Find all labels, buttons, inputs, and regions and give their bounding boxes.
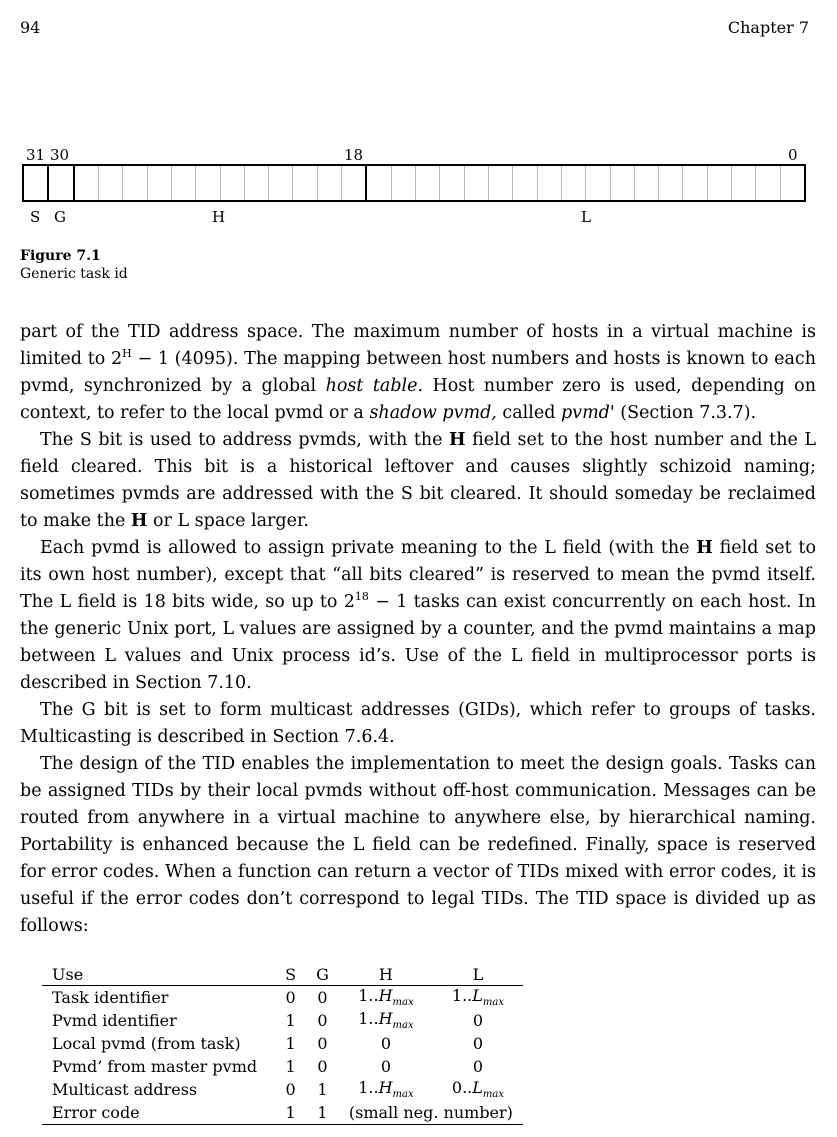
- tid-space-table: [42, 963, 523, 1125]
- chapter-header: Chapter 7: [727, 18, 809, 37]
- register-bit-cell: [75, 166, 99, 200]
- bit-number-30: 30: [50, 146, 70, 164]
- register-bit-cell: [562, 166, 586, 200]
- paragraph-2: The S bit is used to address pvmds, with the H field set to the host number and the L field cleared. This bit is a historical leftover and causes slightly schizoid naming; sometimes pvmds are addressed with the S bit cleared. It should someday be reclaimed to make the H or L space larger.: [20, 430, 816, 531]
- bit-number-18: 18: [344, 146, 364, 164]
- table-cell: (small neg. number): [348, 1103, 513, 1122]
- register-bit-cell: [538, 166, 562, 200]
- register-bit-cell: [465, 166, 489, 200]
- register-bit-cell: [172, 166, 196, 200]
- table-cell: Pvmd’ from master pvmd: [52, 1057, 258, 1076]
- register-bit-cell: [756, 166, 780, 200]
- register-bit-cell: [342, 166, 367, 200]
- table-cell: 1: [317, 1080, 328, 1099]
- register-bit-cell: [318, 166, 342, 200]
- table-cell: $0..L_{max}$: [451, 1078, 504, 1101]
- table-row: [42, 1101, 523, 1125]
- table-cell: 0: [472, 1011, 484, 1030]
- table-header-row: [42, 963, 523, 986]
- table-cell: 0: [317, 1057, 328, 1076]
- register-bit-cell: [708, 166, 732, 200]
- field-label-s: S: [30, 208, 41, 226]
- register-bit-cell: [416, 166, 440, 200]
- register-bit-cell: [489, 166, 513, 200]
- register-bit-cell: [781, 166, 804, 200]
- table-cell: $1..H_{max}$: [358, 1009, 414, 1032]
- register-bit-cell: [123, 166, 147, 200]
- paragraph-3: Each pvmd is allowed to assign private meaning to the L field (with the H field set to its own host number), except that “all bits cleared” is reserved to mean the pvmd itself. The L field is 18 bits wide, so up to $2^{18} - 1$ tasks can exist concurrently on each host. In the generic Unix port, L values are assigned by a counter, and the pvmd maintains a map between L values and Unix process id’s. Use of the L field in multiprocessor ports is described in Section 7.10.: [20, 538, 816, 693]
- register-bit-cell: [269, 166, 293, 200]
- table-cell: Local pvmd (from task): [52, 1034, 241, 1053]
- table-cell: Multicast address: [52, 1080, 198, 1099]
- table-cell: 1: [285, 1034, 296, 1053]
- register-bit-cell: [513, 166, 537, 200]
- table-cell: Error code: [52, 1103, 140, 1122]
- field-label-g: G: [54, 208, 66, 226]
- table-cell: 0: [472, 1034, 484, 1053]
- register-bit-cell: [392, 166, 416, 200]
- table-row: [42, 1078, 523, 1101]
- column-header-use: Use: [52, 964, 84, 984]
- register-bit-cell: [440, 166, 464, 200]
- table-row: [42, 986, 523, 1010]
- table-cell: 0: [285, 988, 296, 1007]
- paragraph-5: The design of the TID enables the implementation to meet the design goals. Tasks can be assigned TIDs by their local pvmds without off-host communication. Messages can be routed from anywhere in a virtual machine to anywhere else, by hierarchical naming. Portability is enhanced because the L field can be redefined. Finally, space is reserved for error codes. When a function can return a vector of TIDs mixed with error codes, it is useful if the error codes don’t correspond to legal TIDs. The TID space is divided up as follows:: [20, 754, 816, 936]
- register-bit-cell: [196, 166, 220, 200]
- register-bit-cell: [148, 166, 172, 200]
- table-row: [42, 1055, 523, 1078]
- figure-caption: Generic task id: [20, 266, 128, 282]
- table-cell: 1: [317, 1103, 328, 1122]
- register-bit-cell: [367, 166, 391, 200]
- table-cell: $1..L_{max}$: [451, 986, 504, 1009]
- register-bit-cell: [611, 166, 635, 200]
- column-header-s: S: [285, 964, 297, 984]
- register-bit-cell: [49, 166, 74, 200]
- table-cell: 1: [285, 1057, 296, 1076]
- paragraph-1: part of the TID address space. The maximum number of hosts in a virtual machine is limited to $2^H - 1$ (4095). The mapping between host numbers and hosts is known to each pvmd, synchronized by a global host table. Host number zero is used, depending on context, to refer to the local pvmd or a shadow pvmd, called pvmd' (Section 7.3.7).: [20, 322, 816, 423]
- bit-number-31: 31: [26, 146, 46, 164]
- register-bit-cell: [293, 166, 317, 200]
- table-cell: Task identifier: [52, 988, 169, 1007]
- table-cell: 1: [285, 1011, 296, 1030]
- register-bit-cell: [732, 166, 756, 200]
- table-cell: $1..H_{max}$: [358, 986, 414, 1009]
- register-bit-cell: [683, 166, 707, 200]
- register-bit-cell: [99, 166, 123, 200]
- table-cell: Pvmd identifier: [52, 1011, 177, 1030]
- bit-register: [22, 164, 806, 202]
- table-row: [42, 1009, 523, 1032]
- paragraph-4: The G bit is set to form multicast addresses (GIDs), which refer to groups of tasks. Multicasting is described in Section 7.6.4.: [20, 700, 816, 747]
- column-header-g: G: [316, 964, 329, 984]
- register-bit-cell: [659, 166, 683, 200]
- register-bit-cell: [245, 166, 269, 200]
- table-row: [42, 1032, 523, 1055]
- register-bit-cell: [24, 166, 49, 200]
- column-header-l: L: [472, 964, 484, 984]
- table-cell: $1..H_{max}$: [358, 1078, 414, 1101]
- table-cell: 0: [285, 1080, 296, 1099]
- table-cell: 0: [380, 1034, 391, 1053]
- column-header-h: H: [378, 964, 393, 984]
- table-cell: 0: [317, 988, 328, 1007]
- body-text: [20, 319, 816, 940]
- field-label-h: H: [212, 208, 226, 226]
- table-cell: 1: [285, 1103, 296, 1122]
- table-cell: 0: [472, 1057, 484, 1076]
- page-number: 94: [20, 18, 41, 37]
- register-bit-cell: [586, 166, 610, 200]
- register-bit-cell: [221, 166, 245, 200]
- register-bit-cell: [635, 166, 659, 200]
- table-cell: 0: [317, 1011, 328, 1030]
- table-cell: 0: [380, 1057, 391, 1076]
- figure-title: Figure 7.1: [20, 248, 101, 264]
- table-cell: 0: [317, 1034, 328, 1053]
- bit-number-0: 0: [788, 146, 798, 164]
- field-label-l: L: [581, 208, 591, 226]
